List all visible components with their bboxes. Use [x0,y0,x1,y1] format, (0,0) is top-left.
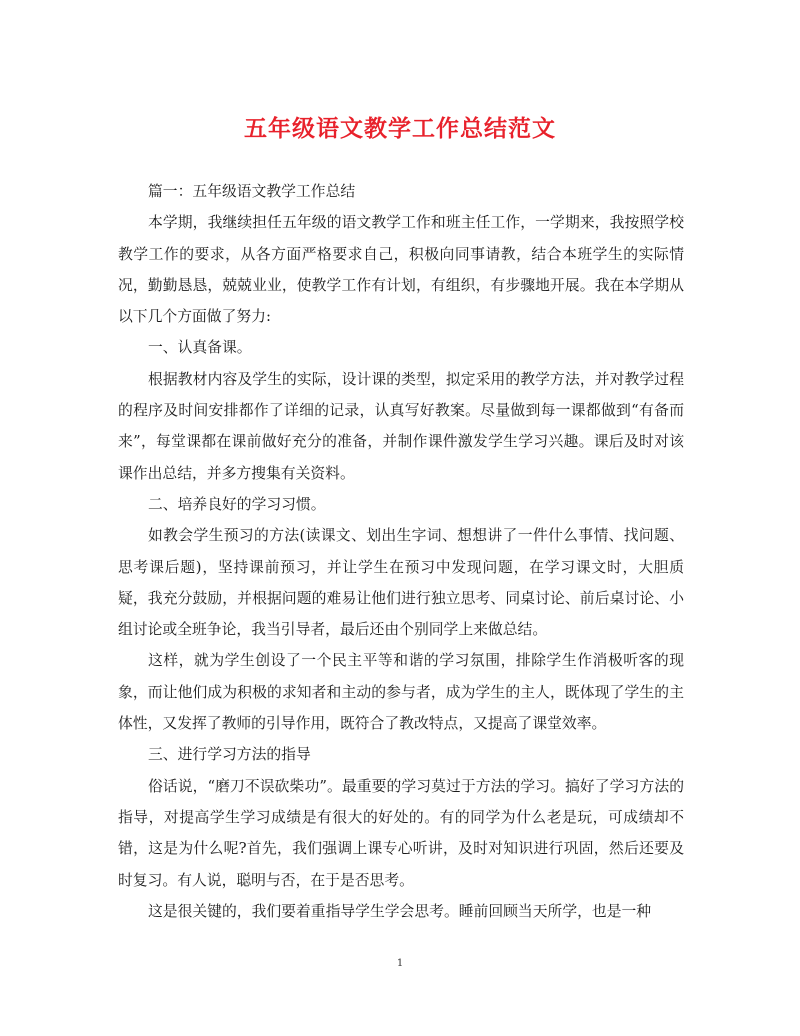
thinking-guidance-paragraph: 这是很关键的，我们要着重指导学生学会思考。睡前回顾当天所学，也是一种 [148,902,652,920]
study-habits-paragraph: 如教会学生预习的方法(读课文、划出生字词、想想讲了一件什么事情、找问题、思考课后题)，坚持课前预习，并让学生在预习中发现问题，在学习课文时，大胆质疑，我充分鼓励，并根据问题的难易让他们进行独立思考、同桌讨论、前后桌讨论、小组讨论或全班争论，我当引导者，最后还由个别同学上来做总结。 [118,527,684,639]
lesson-prep-paragraph: 根据教材内容及学生的实际，设计课的类型，拟定采用的教学方法，并对教学过程的程序及时间安排都作了详细的记录，认真写好教案。尽量做到每一课都做到“有备而来”，每堂课都在课前做好充分的准备，并制作课件激发学生学习兴趣。课后及时对该课作出总结，并多方搜集有关资料。 [118,370,684,482]
study-methods-paragraph: 俗话说，“磨刀不误砍柴功”。最重要的学习莫过于方法的学习。搞好了学习方法的指导，对提高学生学习成绩是有很大的好处的。有的同学为什么老是玩，可成绩却不错，这是为什么呢?首先，我们强调上课专心听讲，及时对知识进行巩固，然后还要及时复习。有人说，聪明与否，在于是否思考。 [118,777,684,889]
document-title: 五年级语文教学工作总结范文 [244,115,556,142]
section-heading-lesson-prep: 一、认真备课。 [148,339,252,357]
intro-paragraph: 本学期，我继续担任五年级的语文教学工作和班主任工作，一学期来，我按照学校教学工作的要求，从各方面严格要求自己，积极向同事请教，结合本班学生的实际情况，勤勤恳恳，兢兢业业，使教学工作有计划，有组织，有步骤地开展。我在本学期从以下几个方面做了努力: [118,214,684,326]
document-body [118,176,684,927]
learning-atmosphere-paragraph: 这样，就为学生创设了一个民主平等和谐的学习氛围，排除学生作消极听客的现象，而让他们成为积极的求知者和主动的参与者，成为学生的主人，既体现了学生的主体性，又发挥了教师的引导作用，既符合了教改特点，又提高了课堂效率。 [118,652,684,733]
section-heading-study-habits: 二、培养良好的学习习惯。 [148,495,326,513]
page-number: 1 [396,958,404,969]
section-heading-study-methods: 三、进行学习方法的指导 [148,746,311,764]
section-heading-part-one: 篇一：五年级语文教学工作总结 [148,183,356,200]
